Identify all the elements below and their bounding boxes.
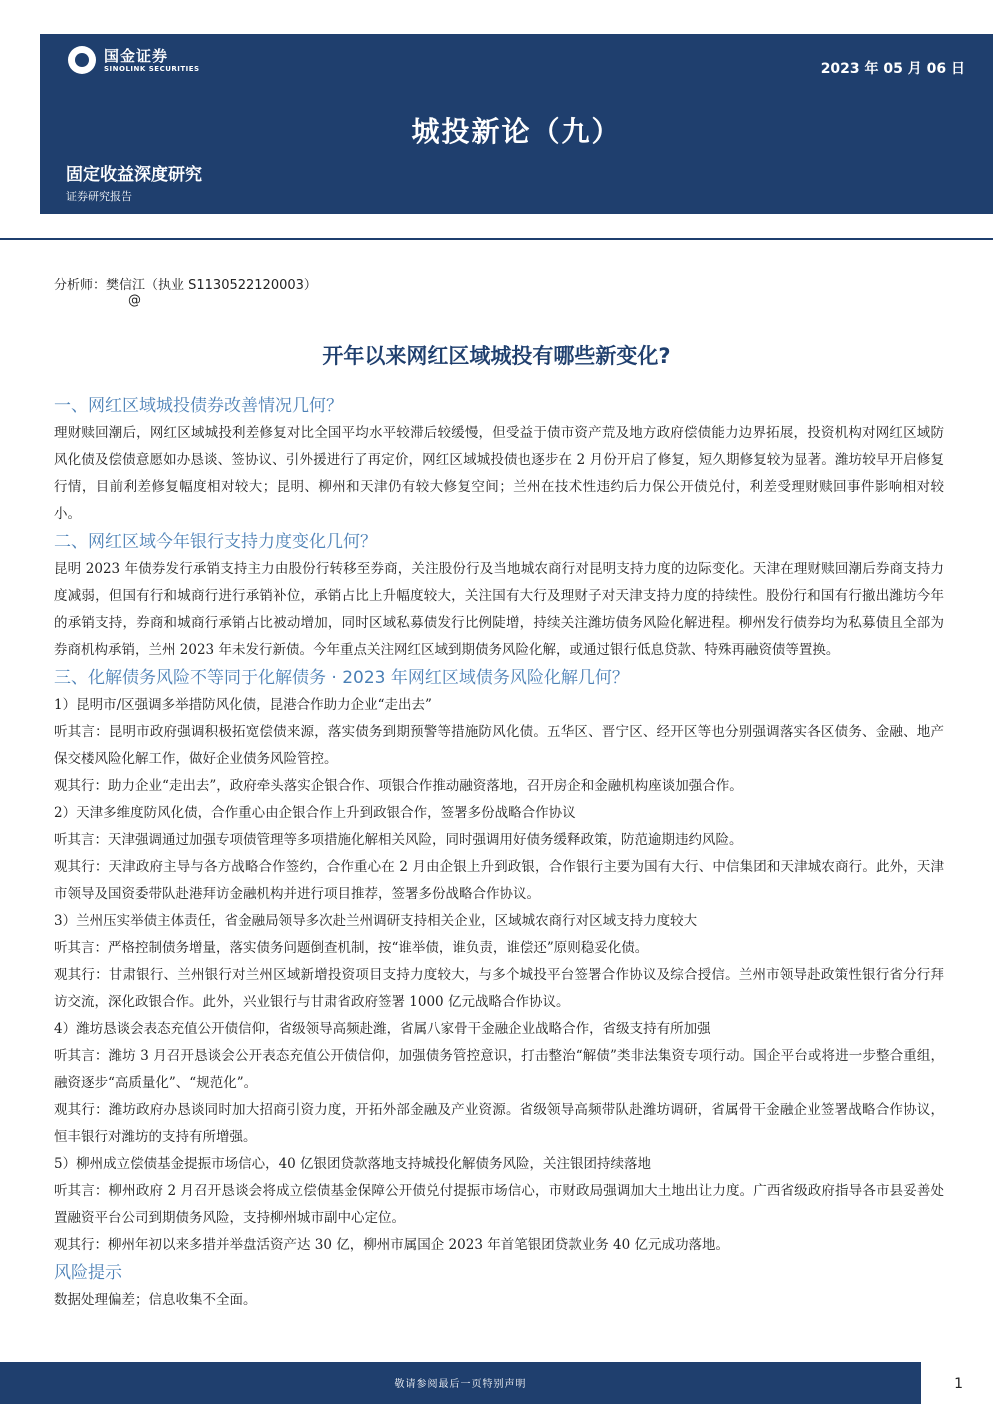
header-divider — [0, 238, 993, 240]
body-paragraph: 听其言：潍坊 3 月召开恳谈会公开表态充值公开债信仰，加强债务管控意识，打击整治“解债”类非法集资专项行动。国企平台或将进一步整合重组，融资逐步“高质量化”、“规范化”。 — [54, 1048, 944, 1091]
body-paragraph: 观其行：甘肃银行、兰州银行对兰州区域新增投资项目支持力度较大，与多个城投平台签署合作协议及综合授信。兰州市领导赴政策性银行省分行拜访交流，深化政银合作。此外，兴业银行与甘肃省政府签署 1000 亿元战略合作协议。 — [54, 967, 944, 1010]
body-paragraph: 听其言：昆明市政府强调积极拓宽偿债来源，落实债务到期预警等措施防风化债。五华区、晋宁区、经开区等也分别强调落实各区债务、金融、地产保交楼风险化解工作，做好企业债务风险管控。 — [54, 724, 944, 767]
logo-text — [104, 47, 200, 74]
body-paragraph: 观其行：助力企业“走出去”，政府牵头落实企银合作、项银合作推动融资落地，召开房企和金融机构座谈加强合作。 — [54, 778, 743, 794]
body-paragraph: 数据处理偏差；信息收集不全面。 — [54, 1292, 257, 1308]
sinolink-logo — [68, 46, 200, 74]
report-category: 固定收益深度研究 — [66, 165, 202, 185]
body-paragraph: 1）昆明市/区强调多举措防风化债，昆港合作助力企业“走出去” — [54, 697, 432, 713]
body-paragraph: 听其言：严格控制债务增量，落实债务问题倒查机制，按“谁举债，谁负责，谁偿还”原则稳妥化债。 — [54, 940, 649, 956]
body-paragraph: 理财赎回潮后，网红区域城投利差修复对比全国平均水平较滞后较缓慢，但受益于债市资产荒及地方政府偿债能力边界拓展，投资机构对网红区域防风化债及偿债意愿如办恳谈、签协议、引外援进行了再定价，网红区域城投债也逐步在 2 月份开启了修复，短久期修复较为显著。潍坊较早开启修复行情，目前利差修复幅度相对较大；昆明、柳州和天津仍有较大修复空间；兰州在技术性违约后力保公开债兑付，利差受理财赎回事件影响相对较小。 — [54, 425, 944, 522]
page-footer — [0, 1362, 921, 1404]
main-title: 开年以来网红区域城投有哪些新变化? — [322, 344, 671, 368]
report-header — [40, 34, 993, 214]
body-paragraph: 昆明 2023 年债券发行承销支持主力由股份行转移至券商，关注股份行及当地城农商行对昆明支持力度的边际变化。天津在理财赎回潮后券商支持力度减弱，但国有行和城商行进行承销补位，承销占比上升幅度较大，关注国有大行及理财子对天津支持力度的持续性。股份行和国有行撤出潍坊今年的承销支持，券商和城商行承销占比被动增加，同时区域私募债发行比例陡增，持续关注潍坊债务风险化解进程。柳州发行债券均为私募债且全部为券商机构承销，兰州 2023 年未发行新债。今年重点关注网红区域到期债务风险化解，或通过银行低息贷款、特殊再融资债等置换。 — [54, 561, 944, 658]
sinolink-logo-icon — [68, 46, 96, 74]
page-number: 1 — [954, 1376, 963, 1392]
report-body — [54, 392, 944, 1314]
body-paragraph: 3）兰州压实举债主体责任，省金融局领导多次赴兰州调研支持相关企业，区域城农商行对区域支持力度较大 — [54, 913, 698, 929]
body-paragraph: 观其行：天津政府主导与各方战略合作签约，合作重心在 2 月由企银上升到政银，合作银行主要为国有大行、中信集团和天津城农商行。此外，天津市领导及国资委带队赴港拜访金融机构并进行项目推荐，签署多份战略合作协议。 — [54, 859, 944, 902]
report-title: 城投新论（九） — [411, 115, 622, 148]
body-paragraph: 2）天津多维度防风化债，合作重心由企银合作上升到政银合作，签署多份战略合作协议 — [54, 805, 576, 821]
section-heading: 风险提示 — [54, 1263, 122, 1283]
report-type: 证券研究报告 — [66, 190, 132, 203]
body-paragraph: 听其言：柳州政府 2 月召开恳谈会将成立偿债基金保障公开债兑付提振市场信心，市财政局强调加大土地出让力度。广西省级政府指导各市县妥善处置融资平台公司到期债务风险，支持柳州城市副中心定位。 — [54, 1183, 944, 1226]
section-heading: 二、网红区域今年银行支持力度变化几何？ — [54, 532, 377, 552]
analyst-info: 分析师：樊信江（执业 S1130522120003） — [54, 278, 317, 293]
body-paragraph: 观其行：潍坊政府办恳谈同时加大招商引资力度，开拓外部金融及产业资源。省级领导高频带队赴潍坊调研，省属骨干金融企业签署战略合作协议，恒丰银行对潍坊的支持有所增强。 — [54, 1102, 944, 1145]
body-paragraph: 5）柳州成立偿债基金提振市场信心，40 亿银团贷款落地支持城投化解债务风险，关注银团持续落地 — [54, 1156, 652, 1172]
analyst-email: @ — [128, 293, 141, 308]
logo-en: SINOLINK SECURITIES — [104, 64, 200, 73]
body-paragraph: 4）潍坊恳谈会表态充值公开债信仰，省级领导高频赴潍，省属八家骨干金融企业战略合作，省级支持有所加强 — [54, 1021, 711, 1037]
body-paragraph: 观其行：柳州年初以来多措并举盘活资产达 30 亿，柳州市属国企 2023 年首笔银团贷款业务 40 亿元成功落地。 — [54, 1237, 729, 1253]
section-heading: 一、网红区域城投债券改善情况几何？ — [54, 396, 343, 416]
report-date: 2023 年 05 月 06 日 — [820, 61, 965, 77]
section-heading: 三、化解债务风险不等同于化解债务 · 2023 年网红区域债务风险化解几何？ — [54, 668, 629, 688]
logo-cn: 国金证券 — [104, 46, 169, 65]
footer-disclaimer: 敬请参阅最后一页特别声明 — [394, 1379, 527, 1390]
body-paragraph: 听其言：天津强调通过加强专项债管理等多项措施化解相关风险，同时强调用好债务缓释政策，防范逾期违约风险。 — [54, 832, 743, 848]
